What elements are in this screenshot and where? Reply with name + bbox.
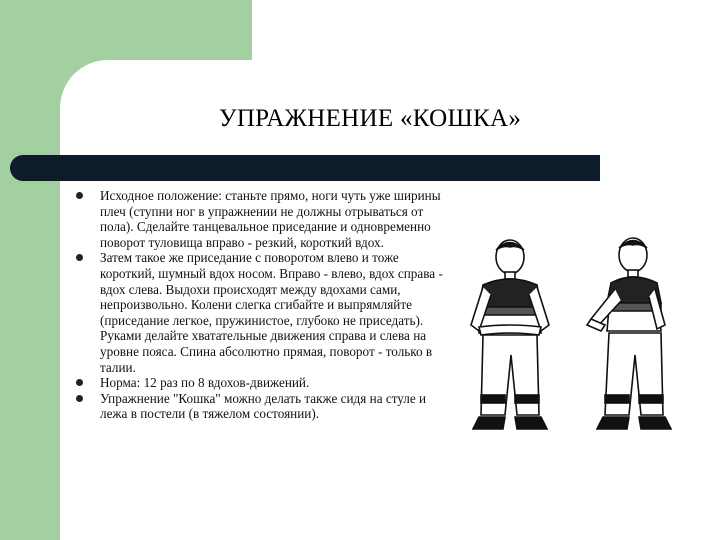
bullet-dot-icon [76,379,83,386]
title-underline-bar [10,155,600,181]
bullet-text: Исходное положение: станьте прямо, ноги чуть уже ширины плеч (ступни ног в упражнении не должны отрываться от пола). Сделайте танцевальное приседание и одновременно поворот туловища вправо - резкий, короткий вдох. [100,188,441,250]
exercise-figures-image [455,235,685,450]
bullet-item [72,375,452,391]
bullet-item [72,250,452,375]
slide-title: УПРАЖНЕНИЕ «КОШКА» [218,105,522,132]
bullet-text: Упражнение "Кошка" можно делать также сидя на стуле и лежа в постели (в тяжелом состоянии). [100,390,427,422]
bullet-dot-icon [76,192,83,199]
bullet-item [72,391,452,422]
bullet-dot-icon [76,395,83,402]
bullet-text: Норма: 12 раз по 8 вдохов-движений. [100,375,310,391]
bullet-dot-icon [76,254,83,261]
boy-figure-side [587,238,671,429]
boy-figure-front [471,240,549,429]
exercise-illustration [455,235,685,455]
bullet-item [72,188,452,250]
slide-content [72,188,452,422]
bullet-list [72,188,452,422]
bullet-text: Затем такое же приседание с поворотом влево и тоже короткий, шумный вдох носом. Вправо - влево, вдох справа - вдох слева. Выдохи происходят между вдохами сами, непроизвольно. Колени слегка сгибайте и выпрямляйте (приседание легкое, пружинистое, глубоко не приседать). Руками делайте хватательные движения справа и слева на уровне пояса. Спина абсолютно прямая, поворот - только в талии. [100,250,443,375]
